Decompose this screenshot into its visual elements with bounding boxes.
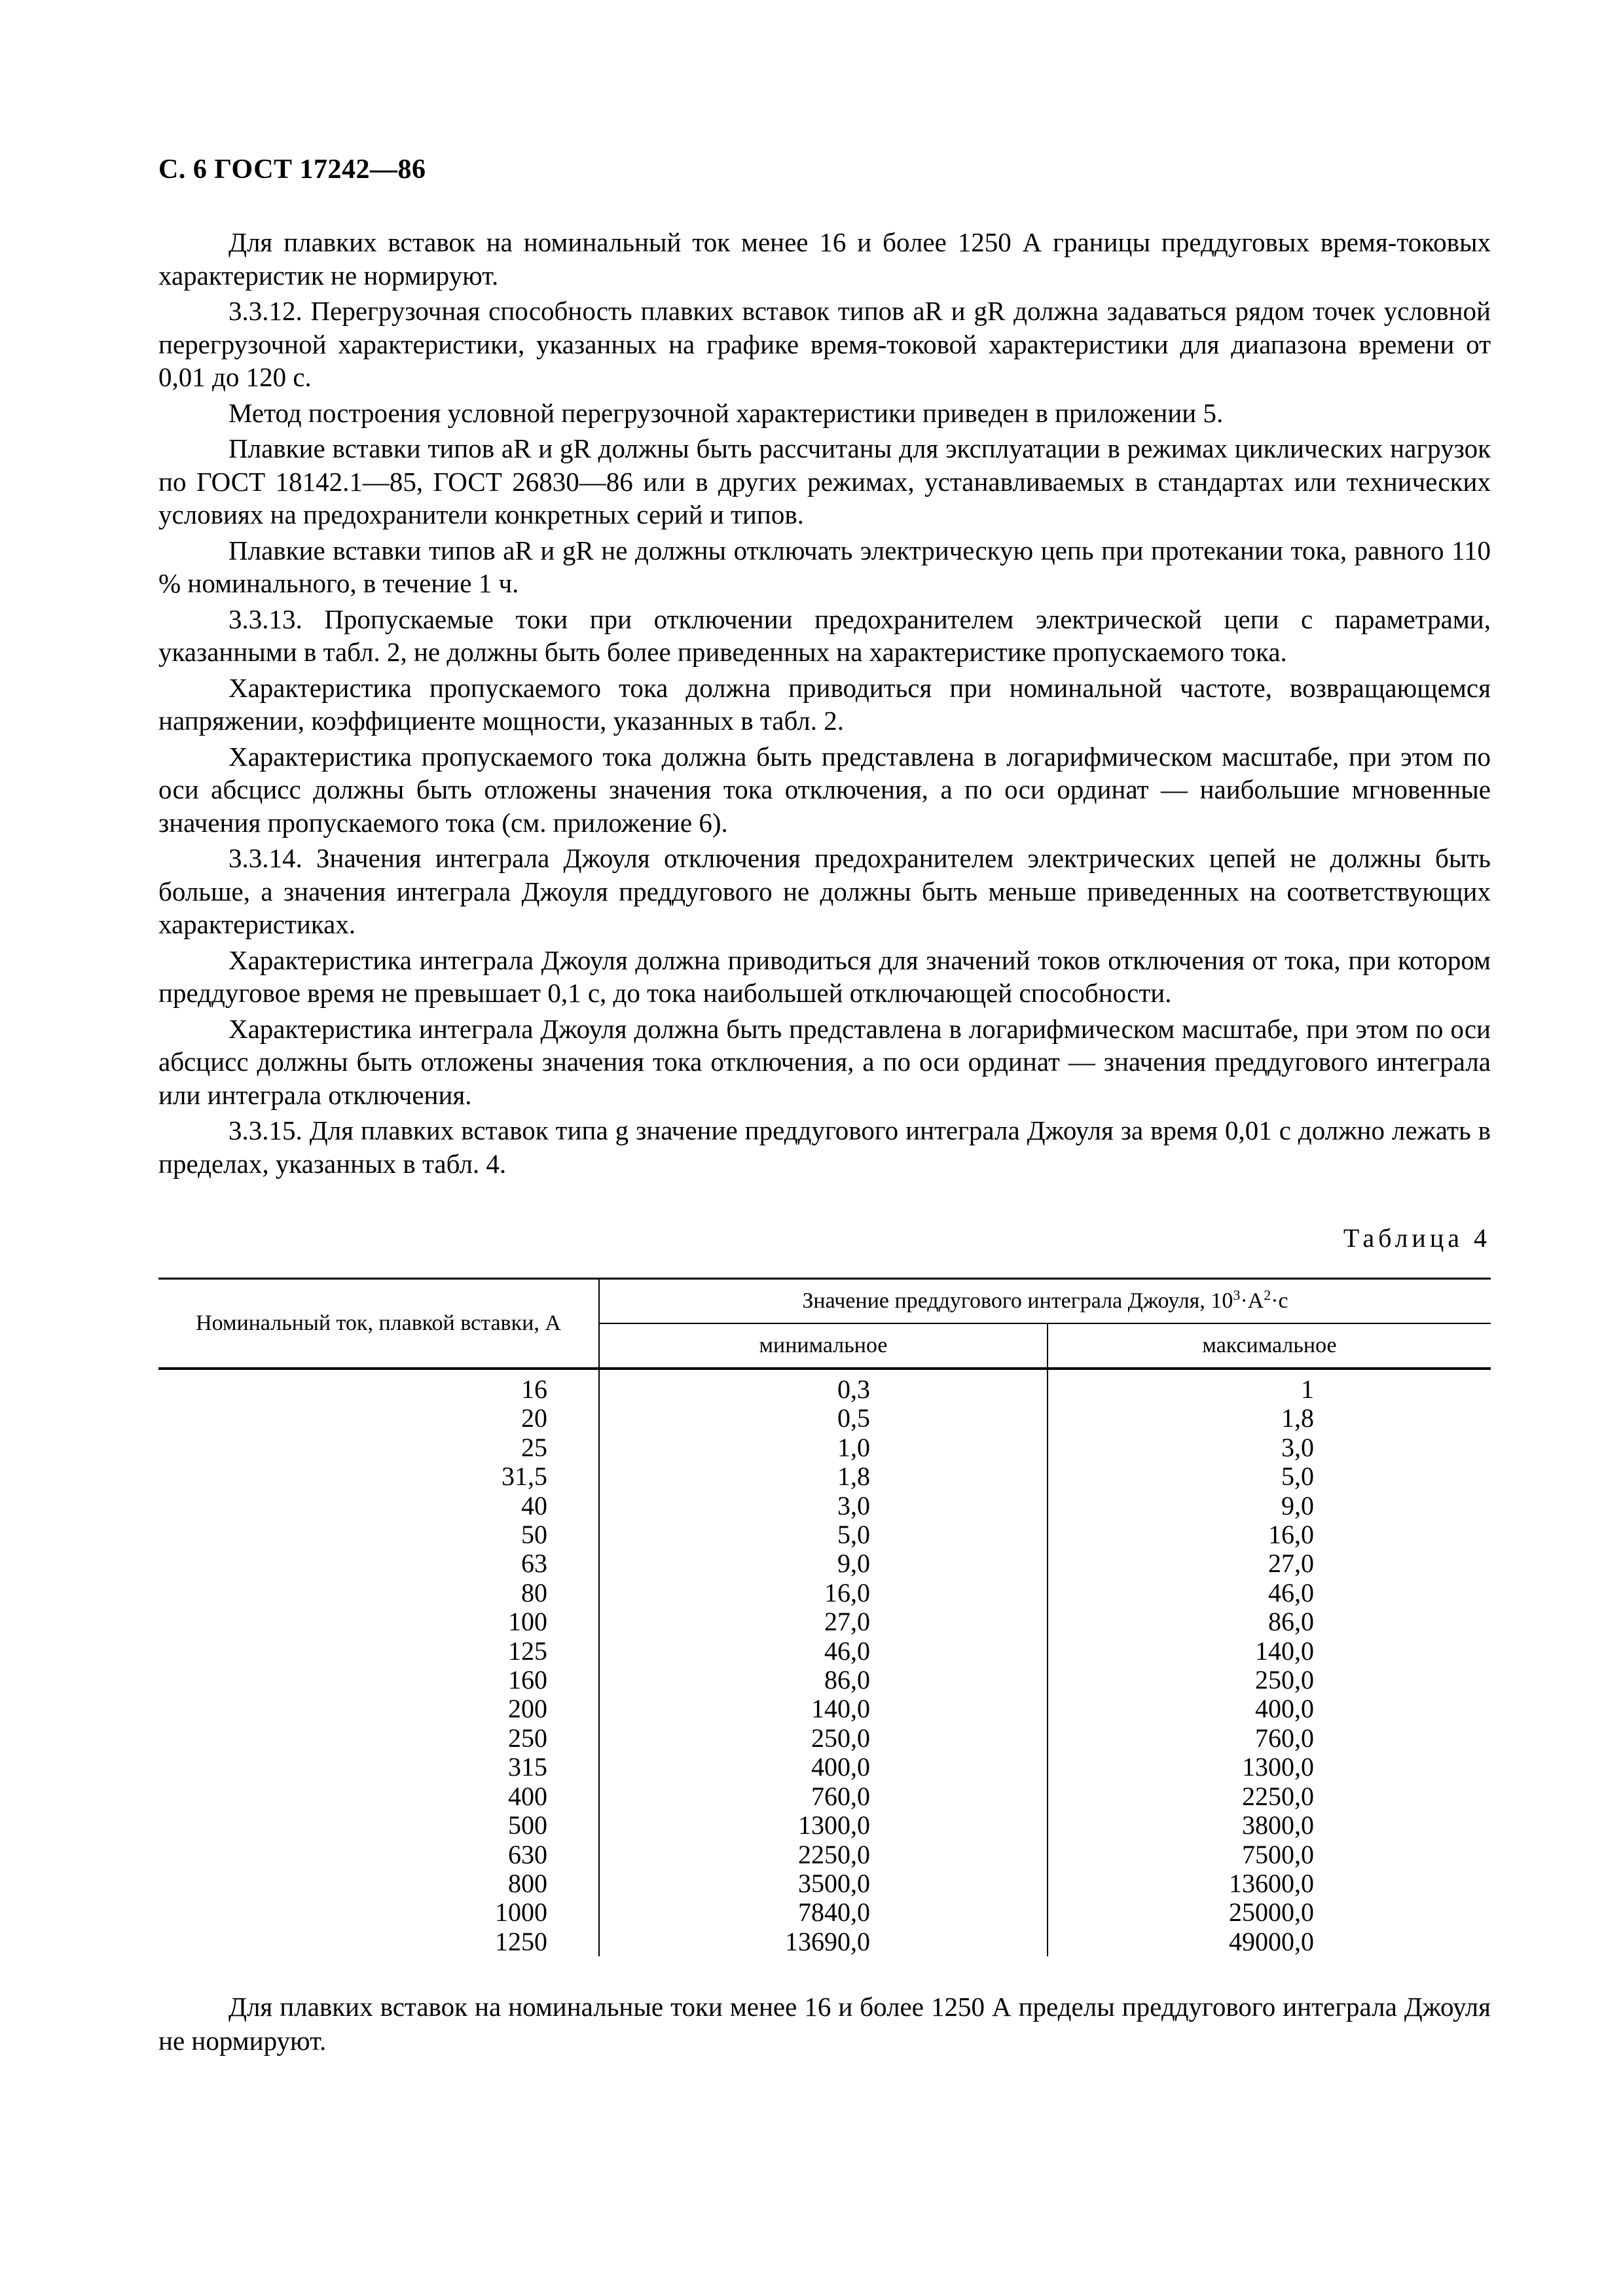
cell-rated-current: [158, 1607, 599, 1636]
footer-text: [158, 1990, 1491, 2058]
cell-value: 50: [521, 1520, 547, 1550]
cell-min: 0,5: [599, 1404, 1048, 1433]
cell-max: 250,0: [1255, 1665, 1314, 1695]
cell-max: 3,0: [1281, 1432, 1314, 1462]
cell-rated-current: [158, 1404, 599, 1433]
paragraph: Метод построения условной перегрузочной характеристики приведен в приложении 5.: [228, 397, 1224, 428]
cell-rated-current: [158, 1433, 599, 1462]
cell-max: 25000,0: [1229, 1897, 1314, 1928]
cell-max: 1300,0: [1242, 1752, 1314, 1782]
cell-min: 1,8: [599, 1462, 1048, 1491]
column-header-min: минимальное: [599, 1323, 1048, 1369]
cell-rated-current: [158, 1869, 599, 1898]
page-header: С. 6 ГОСТ 17242—86: [158, 154, 426, 185]
cell-min: 250,0: [599, 1724, 1048, 1753]
cell-rated-current: [158, 1811, 599, 1840]
cell-value: 200: [508, 1694, 547, 1724]
paragraph: 3.3.12. Перегрузочная способность плавких вставок типов aR и gR должна задаваться рядом точек условной перегрузочной характеристики, указанных на графике время-токовой характеристики для диапазона времени от 0,01 до 120 с.: [158, 296, 1491, 392]
cell-value: 630: [508, 1839, 547, 1869]
cell-rated-current: [158, 1549, 599, 1578]
cell-min: 140,0: [599, 1695, 1048, 1723]
cell-rated-current: [158, 1753, 599, 1782]
cell-min: 27,0: [599, 1607, 1048, 1636]
table-body: [158, 1369, 1491, 1956]
cell-rated-current: [158, 1637, 599, 1666]
paragraph: Плавкие вставки типов aR и gR не должны отключать электрическую цепь при протекании тока, равного 110 % номинального, в течение 1 ч.: [158, 535, 1491, 598]
table-row: [158, 1869, 1491, 1898]
cell-value: 250: [508, 1723, 547, 1753]
cell-value: 500: [508, 1810, 547, 1840]
cell-min: 86,0: [599, 1666, 1048, 1695]
cell-max: 1,8: [1281, 1403, 1314, 1433]
cell-min: 0,3: [599, 1369, 1048, 1404]
cell-max: 46,0: [1268, 1577, 1314, 1607]
paragraph: Характеристика интеграла Джоуля должна приводиться для значений токов отключения от тока, при котором преддуговое время не превышает 0,1 с, до тока наибольшей отключающей способности.: [158, 944, 1491, 1008]
paragraph: Для плавких вставок на номинальный ток менее 16 и более 1250 А границы преддуговых время-токовых характеристик не нормируют.: [158, 227, 1491, 291]
cell-rated-current: [158, 1782, 599, 1811]
cell-value: 40: [521, 1490, 547, 1520]
paragraph: Характеристика пропускаемого тока должна быть представлена в логарифмическом масштабе, при этом по оси абсцисс должны быть отложены значения тока отключения, а по оси ординат — наибольшие мгновенные значения пропускаемого тока (см. приложение 6).: [158, 741, 1491, 838]
table-row: [158, 1928, 1491, 1956]
cell-rated-current: [158, 1579, 599, 1607]
table-row: [158, 1695, 1491, 1723]
cell-min: 1300,0: [599, 1811, 1048, 1840]
table-row: [158, 1549, 1491, 1578]
cell-max: 140,0: [1255, 1636, 1314, 1666]
table-row: [158, 1724, 1491, 1753]
cell-max: 3800,0: [1242, 1810, 1314, 1840]
cell-rated-current: [158, 1695, 599, 1723]
table-row: [158, 1840, 1491, 1869]
cell-max: 760,0: [1255, 1723, 1314, 1753]
table-row: [158, 1433, 1491, 1462]
table-row: [158, 1666, 1491, 1695]
paragraph: 3.3.15. Для плавких вставок типа g значение преддугового интеграла Джоуля за время 0,01 с должно лежать в пределах, указанных в табл. 4.: [158, 1115, 1491, 1179]
column-header-rated-current: Номинальный ток, плавкой вставки, А: [158, 1279, 599, 1369]
cell-min: 400,0: [599, 1753, 1048, 1782]
cell-value: 1250: [495, 1926, 547, 1956]
cell-max: 400,0: [1255, 1694, 1314, 1724]
cell-rated-current: [158, 1462, 599, 1491]
table-row: [158, 1404, 1491, 1433]
cell-max: 13600,0: [1229, 1868, 1314, 1898]
table-row: [158, 1579, 1491, 1607]
cell-rated-current: [158, 1724, 599, 1753]
cell-value: 20: [521, 1403, 547, 1433]
cell-value: 125: [508, 1636, 547, 1666]
table-row: [158, 1520, 1491, 1549]
table-row: [158, 1898, 1491, 1927]
cell-value: 100: [508, 1607, 547, 1637]
table-row: [158, 1369, 1491, 1404]
cell-min: 2250,0: [599, 1840, 1048, 1869]
cell-rated-current: [158, 1666, 599, 1695]
cell-min: 16,0: [599, 1579, 1048, 1607]
cell-value: 400: [508, 1781, 547, 1811]
cell-rated-current: [158, 1520, 599, 1549]
cell-rated-current: [158, 1840, 599, 1869]
cell-rated-current: [158, 1369, 599, 1404]
table-row: [158, 1462, 1491, 1491]
paragraph: Характеристика интеграла Джоуля должна быть представлена в логарифмическом масштабе, при этом по оси абсцисс должны быть отложены значения тока отключения, а по оси ординат — значения преддугового интеграла или интеграла отключения.: [158, 1013, 1491, 1110]
cell-min: 7840,0: [599, 1898, 1048, 1927]
table-caption: Таблица 4: [1343, 1223, 1491, 1253]
paragraph: Для плавких вставок на номинальные токи менее 16 и более 1250 А пределы преддугового интеграла Джоуля не нормируют.: [158, 1992, 1491, 2056]
cell-value: 31,5: [501, 1462, 547, 1492]
cell-max: 5,0: [1281, 1462, 1314, 1492]
cell-value: 63: [521, 1549, 547, 1579]
cell-min: 1,0: [599, 1433, 1048, 1462]
cell-value: 315: [508, 1752, 547, 1782]
cell-rated-current: [158, 1898, 599, 1927]
cell-max: 9,0: [1281, 1490, 1314, 1520]
column-group-header: Значение преддугового интеграла Джоуля, $10^3\cdot А^2\cdot с$: [599, 1279, 1491, 1324]
paragraph: Характеристика пропускаемого тока должна приводиться при номинальной частоте, возвращающемся напряжении, коэффициенте мощности, указанных в табл. 2.: [158, 672, 1491, 736]
table-row: [158, 1811, 1491, 1840]
cell-min: 3500,0: [599, 1869, 1048, 1898]
cell-value: 160: [508, 1665, 547, 1695]
cell-max: 7500,0: [1242, 1839, 1314, 1869]
cell-min: 13690,0: [599, 1928, 1048, 1956]
cell-min: 3,0: [599, 1492, 1048, 1520]
cell-value: 1000: [495, 1897, 547, 1928]
column-header-max: максимальное: [1202, 1333, 1337, 1357]
table-row: [158, 1782, 1491, 1811]
table-row: [158, 1492, 1491, 1520]
cell-max: 2250,0: [1242, 1781, 1314, 1811]
cell-value: 800: [508, 1868, 547, 1898]
cell-max: 49000,0: [1229, 1926, 1314, 1956]
table-row: [158, 1753, 1491, 1782]
cell-min: 9,0: [599, 1549, 1048, 1578]
paragraph: 3.3.13. Пропускаемые токи при отключении предохранителем электрической цепи с параметрами, указанными в табл. 2, не должны быть более приведенных на характеристике пропускаемого тока.: [158, 603, 1491, 667]
table-row: [158, 1637, 1491, 1666]
joule-integral-table: [158, 1278, 1491, 1956]
cell-max: 1: [1301, 1374, 1314, 1404]
body-text: [158, 226, 1491, 1180]
table-row: [158, 1607, 1491, 1636]
cell-min: 760,0: [599, 1782, 1048, 1811]
cell-max: 27,0: [1268, 1549, 1314, 1579]
cell-rated-current: [158, 1492, 599, 1520]
paragraph: Плавкие вставки типов aR и gR должны быть рассчитаны для эксплуатации в режимах циклических нагрузок по ГОСТ 18142.1—85, ГОСТ 26830—86 или в других режимах, устанавливаемых в стандартах или технических условиях на предохранители конкретных серий и типов.: [158, 433, 1491, 529]
paragraph: 3.3.14. Значения интеграла Джоуля отключения предохранителем электрических цепей не должны быть больше, а значения интеграла Джоуля преддугового не должны быть меньше приведенных на соответствующих характеристиках.: [158, 843, 1491, 939]
cell-min: 46,0: [599, 1637, 1048, 1666]
cell-value: 80: [521, 1577, 547, 1607]
cell-value: 25: [521, 1432, 547, 1462]
cell-max: 86,0: [1268, 1607, 1314, 1637]
cell-min: 5,0: [599, 1520, 1048, 1549]
cell-rated-current: [158, 1928, 599, 1956]
cell-value: 16: [521, 1374, 547, 1404]
cell-max: 16,0: [1268, 1520, 1314, 1550]
